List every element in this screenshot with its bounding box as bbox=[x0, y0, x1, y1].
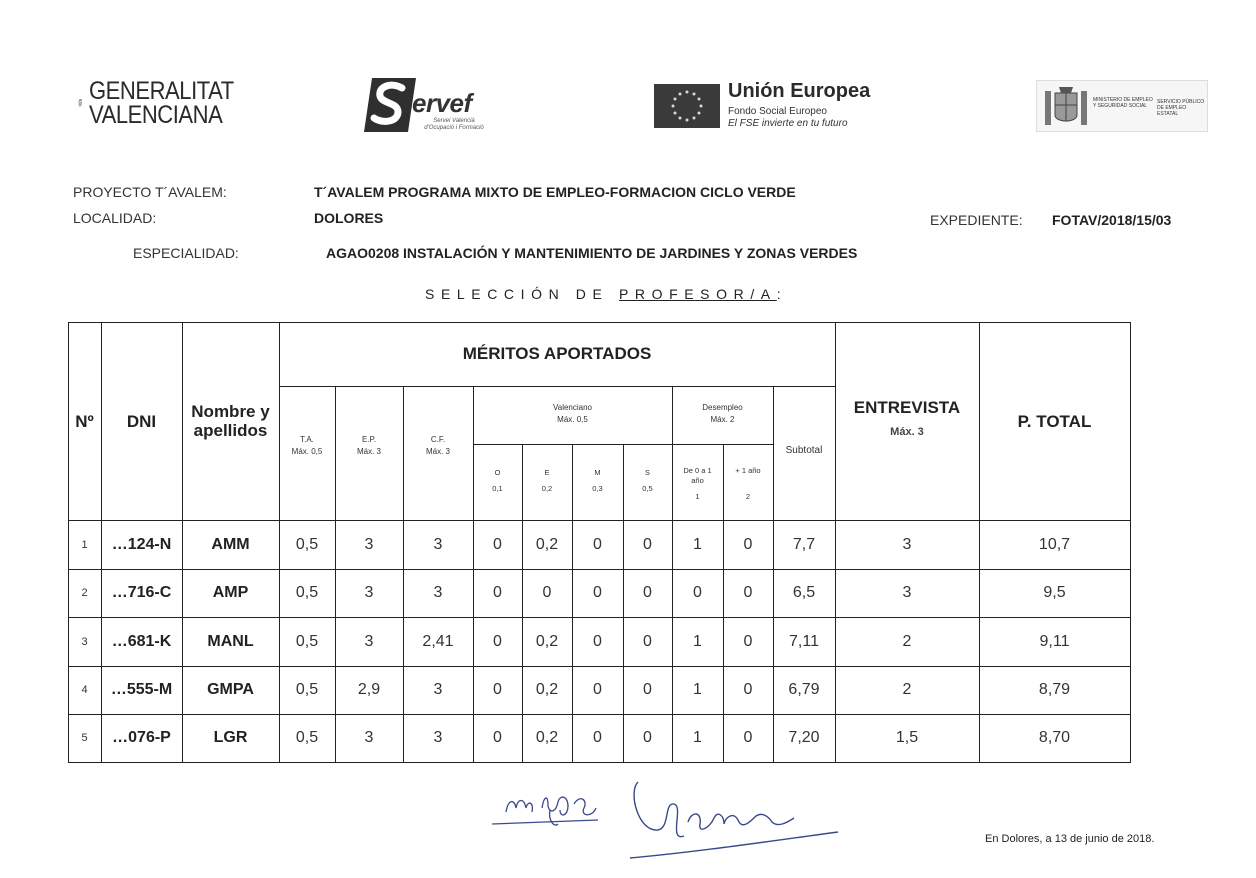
expediente-label: EXPEDIENTE: bbox=[930, 212, 1023, 228]
cell-ep: 3 bbox=[364, 535, 374, 553]
cell-e: 0,2 bbox=[535, 535, 559, 553]
header-ep-label: E.P. bbox=[361, 435, 377, 444]
cell-e: 0,2 bbox=[535, 632, 559, 650]
ue-subtitle: Fondo Social Europeo bbox=[728, 106, 827, 117]
grid-line bbox=[723, 444, 724, 520]
cell-tot: 9,5 bbox=[1043, 584, 1066, 601]
cell-ta: 0,5 bbox=[295, 681, 319, 698]
cell-d01: 1 bbox=[693, 535, 702, 553]
grid-line bbox=[68, 520, 1131, 521]
signature-1 bbox=[492, 797, 598, 825]
especialidad-label: ESPECIALIDAD: bbox=[133, 245, 239, 261]
sepe-text: SERVICIO PÚBLICO DE EMPLEO ESTATAL bbox=[1157, 99, 1205, 117]
expediente-value: FOTAV/2018/15/03 bbox=[1052, 212, 1172, 228]
signature-2 bbox=[630, 782, 838, 858]
header-d1-label: + 1 año bbox=[735, 466, 761, 475]
cell-d1: 0 bbox=[743, 584, 753, 601]
header-cf-max: Máx. 3 bbox=[425, 447, 450, 456]
grid-line bbox=[68, 322, 69, 763]
grid-line bbox=[623, 444, 624, 520]
cell-dni: …716-C bbox=[111, 584, 172, 601]
proyecto-label: PROYECTO T´AVALEM: bbox=[73, 184, 227, 200]
cell-name: LGR bbox=[213, 729, 248, 746]
header-nombre: Nombre y apellidos bbox=[191, 402, 270, 440]
cell-o: 0 bbox=[493, 681, 502, 698]
cell-dni: …076-P bbox=[112, 729, 171, 746]
header-valenciano-label: Valenciano bbox=[553, 403, 592, 412]
signatures bbox=[488, 772, 848, 868]
cell-s: 0 bbox=[643, 681, 652, 698]
cell-n: 5 bbox=[81, 732, 88, 744]
cell-name: AMP bbox=[212, 584, 249, 601]
header-ta-max: Máx. 0,5 bbox=[291, 447, 323, 456]
ministerio-logo bbox=[1036, 80, 1208, 132]
cell-sub: 6,5 bbox=[792, 584, 816, 601]
header-desempleo-label: Desempleo bbox=[702, 403, 743, 412]
cell-n: 1 bbox=[81, 538, 88, 551]
grid-line bbox=[279, 322, 280, 763]
cell-d1: 0 bbox=[743, 535, 753, 553]
selection-suffix: : bbox=[776, 286, 788, 302]
grid-line bbox=[672, 386, 673, 520]
grid-line bbox=[335, 520, 336, 762]
cell-ent: 2 bbox=[902, 681, 912, 698]
cell-name: GMPA bbox=[207, 681, 254, 698]
cell-dni: …681-K bbox=[111, 632, 172, 650]
cell-n: 2 bbox=[81, 587, 88, 599]
cell-ep: 3 bbox=[364, 584, 374, 601]
header-cf-label: C.F. bbox=[430, 435, 446, 444]
cell-tot: 9,11 bbox=[1039, 632, 1070, 650]
header-s bbox=[623, 456, 672, 506]
date-line: En Dolores, a 13 de junio de 2018. bbox=[985, 833, 1155, 845]
grid-line bbox=[101, 322, 102, 763]
header-e bbox=[522, 456, 572, 506]
cell-o: 0 bbox=[493, 535, 502, 553]
header-o-label: O bbox=[494, 468, 501, 477]
cell-cf: 3 bbox=[433, 681, 443, 698]
header-desempleo bbox=[672, 390, 773, 438]
grid-line bbox=[473, 386, 474, 520]
cell-tot: 8,70 bbox=[1038, 729, 1071, 746]
cell-e: 0 bbox=[542, 584, 552, 601]
header-m-label: M bbox=[594, 468, 601, 477]
grid-line bbox=[623, 520, 624, 762]
localidad-value: DOLORES bbox=[314, 210, 384, 226]
header-entrevista bbox=[835, 380, 979, 456]
eu-flag-icon bbox=[654, 84, 720, 128]
grid-line bbox=[835, 322, 836, 763]
header-ta bbox=[279, 426, 335, 466]
cell-ta: 0,5 bbox=[295, 729, 319, 746]
grid-line bbox=[773, 386, 774, 520]
cell-cf: 3 bbox=[433, 584, 443, 601]
cell-ent: 3 bbox=[902, 584, 912, 601]
header-total: P. TOTAL bbox=[1017, 411, 1092, 431]
grid-line bbox=[68, 714, 1131, 715]
grid-line bbox=[572, 520, 573, 762]
cell-ep: 3 bbox=[364, 729, 374, 746]
cell-s: 0 bbox=[643, 535, 652, 553]
selection-underlined: PROFESOR/A bbox=[618, 286, 777, 302]
cell-cf: 3 bbox=[433, 729, 443, 746]
grid-line bbox=[68, 569, 1131, 570]
cell-m: 0 bbox=[593, 535, 602, 553]
header-m-value: 0,3 bbox=[592, 484, 603, 493]
cell-dni: …124-N bbox=[111, 535, 172, 553]
cell-n: 3 bbox=[81, 635, 88, 648]
header-d01-label: De 0 a 1 año bbox=[683, 466, 712, 485]
header-m bbox=[572, 456, 623, 506]
cell-sub: 7,7 bbox=[792, 535, 816, 553]
cell-m: 0 bbox=[593, 681, 602, 698]
cell-ta: 0,5 bbox=[295, 632, 319, 650]
header-d01 bbox=[672, 452, 723, 516]
servef-wordmark: ervef bbox=[412, 88, 472, 118]
servef-s-icon bbox=[362, 74, 418, 134]
ue-title: Unión Europea bbox=[728, 80, 871, 102]
grid-line bbox=[572, 444, 573, 520]
cell-o: 0 bbox=[493, 729, 502, 746]
grid-line bbox=[773, 520, 774, 762]
cell-m: 0 bbox=[593, 729, 602, 746]
header-cf bbox=[403, 426, 473, 466]
grid-line bbox=[68, 617, 1131, 618]
header-valenciano bbox=[473, 390, 672, 438]
cell-o: 0 bbox=[493, 584, 502, 601]
cell-tot: 8,79 bbox=[1038, 681, 1071, 698]
ministerio-text: MINISTERIO DE EMPLEO Y SEGURIDAD SOCIAL bbox=[1093, 97, 1153, 109]
cell-d01: 1 bbox=[693, 729, 702, 746]
generalitat-valenciana-logo bbox=[78, 70, 253, 136]
grid-line bbox=[403, 386, 404, 520]
cell-d01: 0 bbox=[693, 584, 702, 601]
cell-ent: 3 bbox=[902, 535, 912, 553]
cell-e: 0,2 bbox=[535, 681, 559, 698]
cell-ent: 2 bbox=[902, 632, 912, 650]
header-entrevista-label: ENTREVISTA bbox=[853, 398, 961, 417]
grid-line bbox=[473, 520, 474, 762]
header-entrevista-max: Máx. 3 bbox=[890, 426, 924, 438]
cell-cf: 2,41 bbox=[422, 632, 454, 650]
cell-sub: 7,11 bbox=[789, 632, 819, 650]
generalitat-emblem-icon bbox=[78, 71, 83, 135]
cell-n: 4 bbox=[81, 684, 88, 696]
header-dni: DNI bbox=[126, 411, 157, 431]
servef-logo bbox=[362, 72, 492, 138]
grid-line bbox=[68, 762, 1131, 763]
grid-line bbox=[723, 520, 724, 762]
selection-title bbox=[425, 286, 787, 302]
grid-line bbox=[403, 520, 404, 762]
grid-line bbox=[279, 386, 835, 387]
grid-line bbox=[522, 444, 523, 520]
cell-m: 0 bbox=[593, 584, 602, 601]
cell-m: 0 bbox=[593, 632, 602, 650]
header-d1-value: 2 bbox=[745, 492, 751, 501]
especialidad-value: AGAO0208 INSTALACIÓN Y MANTENIMIENTO DE JARDINES Y ZONAS VERDES bbox=[326, 245, 858, 261]
cell-d01: 1 bbox=[693, 632, 702, 650]
localidad-label: LOCALIDAD: bbox=[73, 210, 157, 226]
cell-sub: 7,20 bbox=[788, 729, 820, 746]
cell-d1: 0 bbox=[743, 681, 753, 698]
servef-subtitle: Servei Valencià d'Ocupació i Formació bbox=[424, 118, 484, 131]
cell-d01: 1 bbox=[693, 681, 702, 698]
header-s-label: S bbox=[644, 468, 650, 477]
grid-line bbox=[68, 666, 1131, 667]
header-o bbox=[473, 456, 522, 506]
header-desempleo-max: Máx. 2 bbox=[710, 415, 735, 424]
union-europea-logo bbox=[654, 82, 894, 132]
cell-s: 0 bbox=[643, 632, 652, 650]
cell-cf: 3 bbox=[433, 535, 443, 553]
cell-d1: 0 bbox=[743, 632, 753, 650]
cell-e: 0,2 bbox=[535, 729, 559, 746]
header-d01-value: 1 bbox=[695, 492, 700, 501]
header-ep bbox=[335, 426, 403, 466]
header-meritos: MÉRITOS APORTADOS bbox=[462, 344, 652, 363]
cell-dni: …555-M bbox=[110, 681, 173, 698]
grid-line bbox=[672, 520, 673, 762]
header-s-value: 0,5 bbox=[642, 484, 653, 493]
generalitat-line1: GENERALITAT bbox=[88, 77, 234, 105]
grid-line bbox=[68, 322, 1131, 323]
cell-name: MANL bbox=[207, 632, 254, 650]
header-subtotal: Subtotal bbox=[785, 445, 823, 456]
header-ta-label: T.A. bbox=[300, 435, 314, 444]
cell-s: 0 bbox=[643, 584, 652, 601]
header-d1 bbox=[723, 452, 773, 516]
header-e-value: 0,2 bbox=[541, 484, 553, 493]
cell-ent: 1,5 bbox=[895, 729, 919, 746]
grid-line bbox=[979, 322, 980, 763]
header-o-value: 0,1 bbox=[492, 484, 503, 493]
header-valenciano-max: Máx. 0,5 bbox=[557, 415, 588, 424]
cell-sub: 6,79 bbox=[788, 681, 820, 698]
cell-ep: 3 bbox=[364, 632, 374, 650]
generalitat-line2: VALENCIANA bbox=[88, 101, 222, 129]
proyecto-value: T´AVALEM PROGRAMA MIXTO DE EMPLEO-FORMACION CICLO VERDE bbox=[314, 184, 796, 200]
grid-line bbox=[335, 386, 336, 520]
ue-tagline: El FSE invierte en tu futuro bbox=[728, 118, 848, 129]
grid-line bbox=[473, 444, 773, 445]
grid-line bbox=[182, 322, 183, 763]
cell-ep: 2,9 bbox=[357, 681, 381, 698]
cell-ta: 0,5 bbox=[295, 584, 319, 601]
grid-line bbox=[1130, 322, 1131, 763]
header-ep-max: Máx. 3 bbox=[356, 447, 381, 456]
cell-o: 0 bbox=[493, 632, 502, 650]
cell-tot: 10,7 bbox=[1038, 535, 1071, 553]
spain-coat-of-arms-icon bbox=[1041, 83, 1091, 131]
cell-d1: 0 bbox=[743, 729, 753, 746]
cell-name: AMM bbox=[211, 535, 250, 553]
selection-prefix: SELECCIÓN DE bbox=[425, 286, 619, 302]
grid-line bbox=[522, 520, 523, 762]
cell-s: 0 bbox=[643, 729, 652, 746]
header-e-label: E bbox=[544, 468, 550, 477]
header-num: Nº bbox=[75, 411, 94, 431]
cell-ta: 0,5 bbox=[295, 535, 319, 553]
